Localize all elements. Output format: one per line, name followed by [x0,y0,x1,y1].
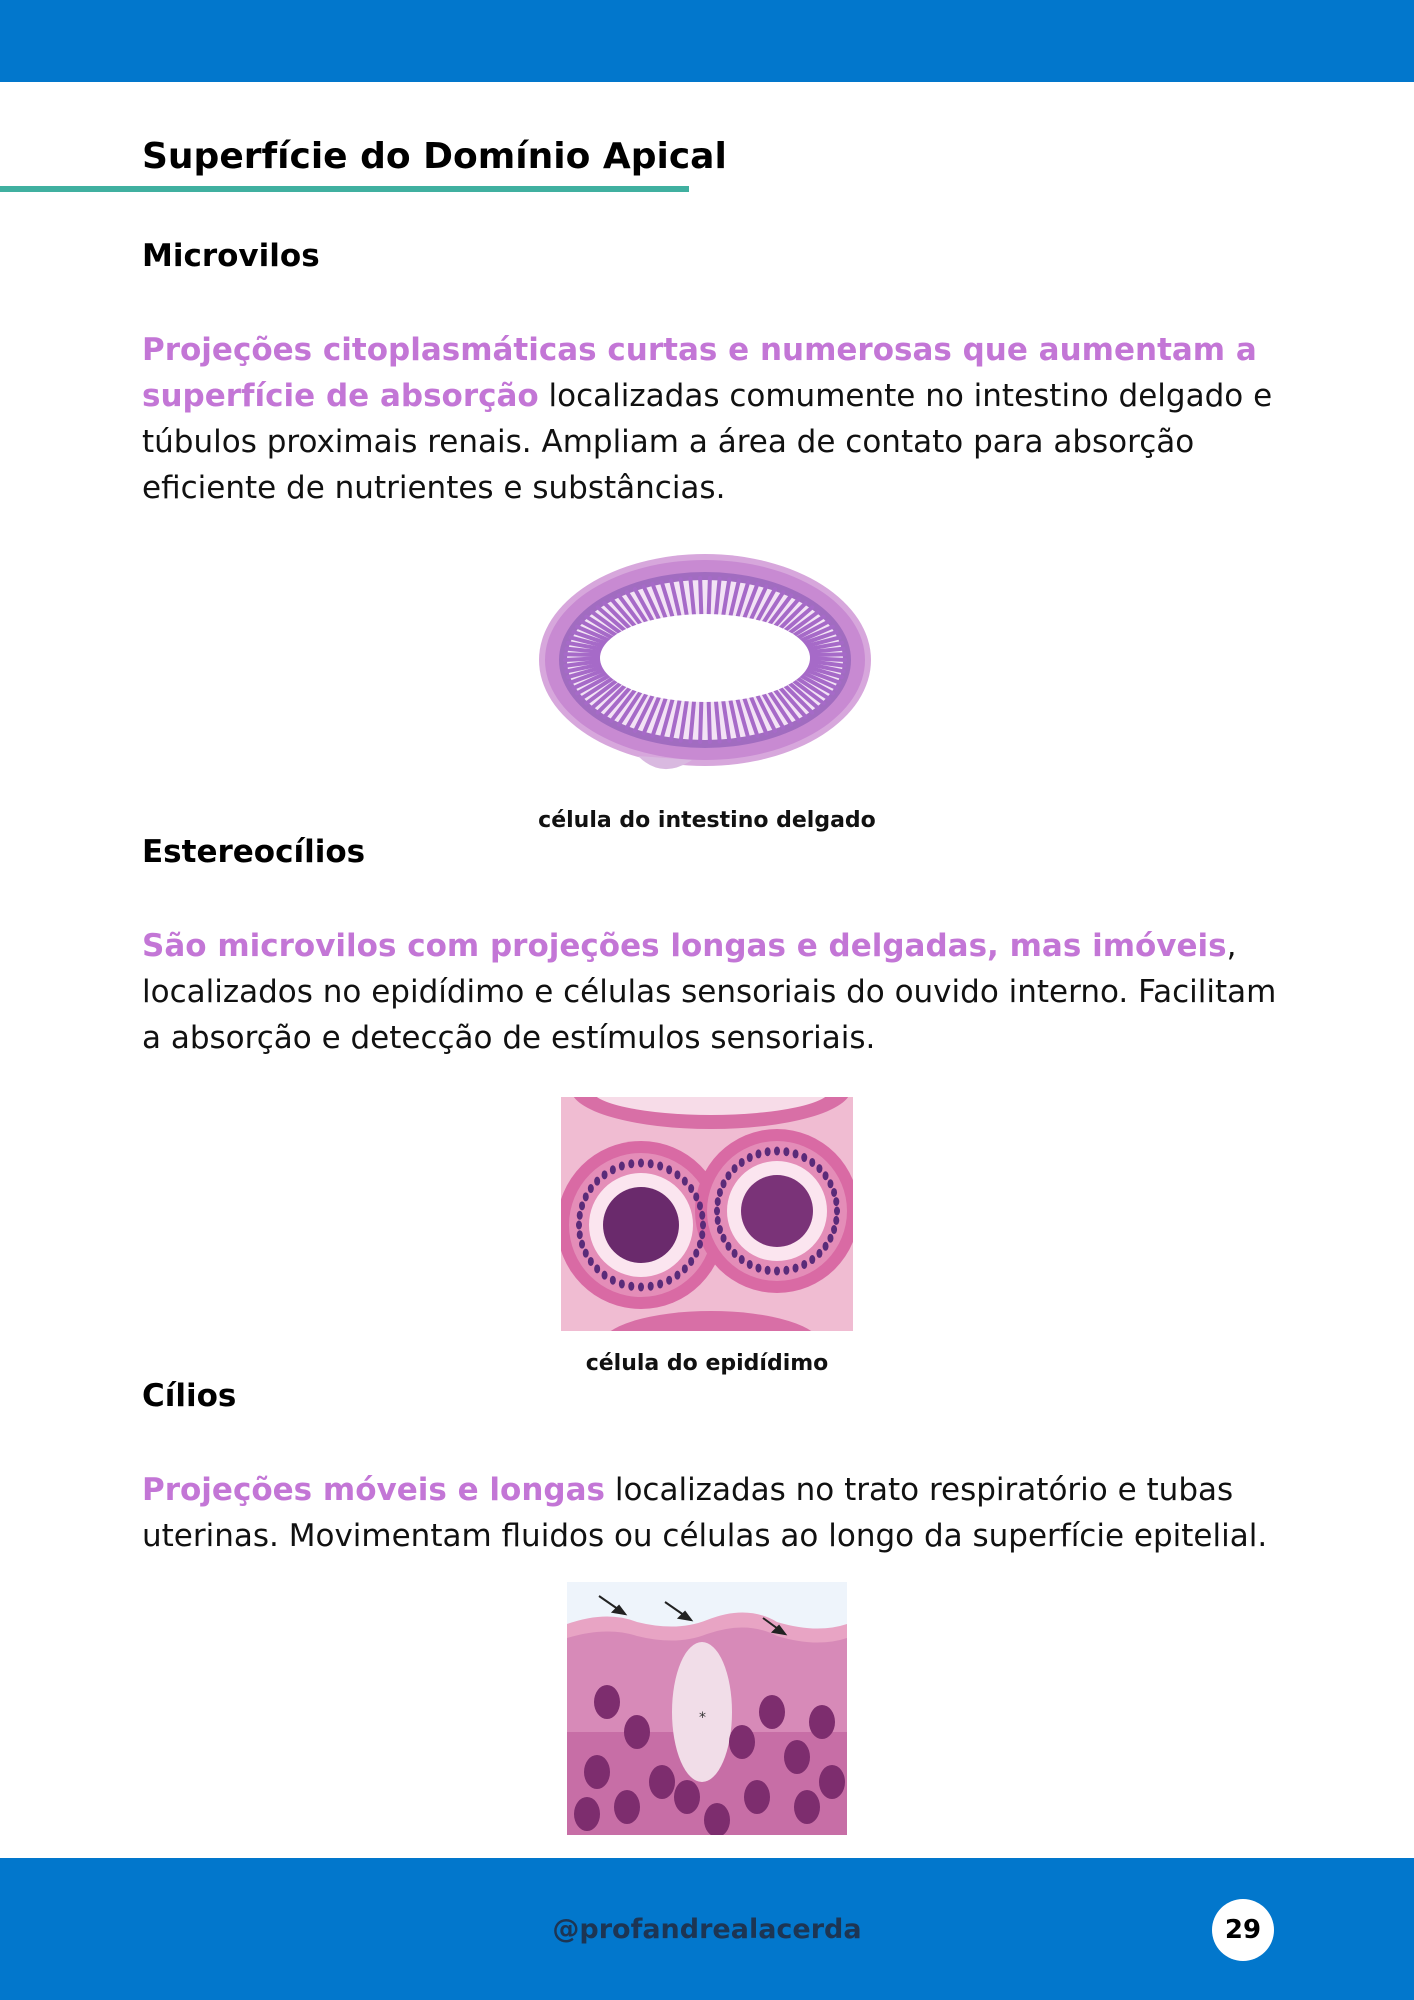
top-banner [0,0,1414,82]
section-text-cilios [142,1467,1292,1559]
figure-cilia-image [567,1582,847,1835]
caption-epididymis: célula do epidídimo [585,1351,829,1376]
figure-intestine-image [534,548,876,772]
section-text-microvilos [142,327,1292,511]
title-underline [0,186,689,192]
body-text: , localizados no epidídimo e células sensoriais do ouvido interno. Facilitam a absorção e detecção de estímulos sensoriais. [142,928,1277,1056]
section-text-estereocilios [142,923,1292,1061]
highlight-text: São microvilos com projeções longas e delgadas, mas imóveis [142,928,1227,964]
page-title: Superfície do Domínio Apical [142,136,727,177]
section-heading-microvilos: Microvilos [142,238,320,274]
svg-text:*: * [699,1710,706,1726]
footer-handle: @profandrealacerda [552,1914,862,1945]
caption-intestine: célula do intestino delgado [538,808,876,833]
highlight-text: Projeções móveis e longas [142,1472,605,1508]
page-number-badge: 29 [1212,1899,1274,1961]
figure-epididymis-image [561,1097,853,1331]
highlight-text: Projeções citoplasmáticas curtas e numerosas que aumentam a superfície de absorção [142,332,1257,414]
section-heading-cilios: Cílios [142,1378,237,1414]
section-heading-estereocilios: Estereocílios [142,834,366,870]
body-text: localizadas comumente no intestino delgado e túbulos proximais renais. Ampliam a área de contato para absorção eficiente de nutrientes e substâncias. [142,378,1273,506]
body-text: localizadas no trato respiratório e tubas uterinas. Movimentam fluidos ou células ao longo da superfície epitelial. [142,1472,1268,1554]
